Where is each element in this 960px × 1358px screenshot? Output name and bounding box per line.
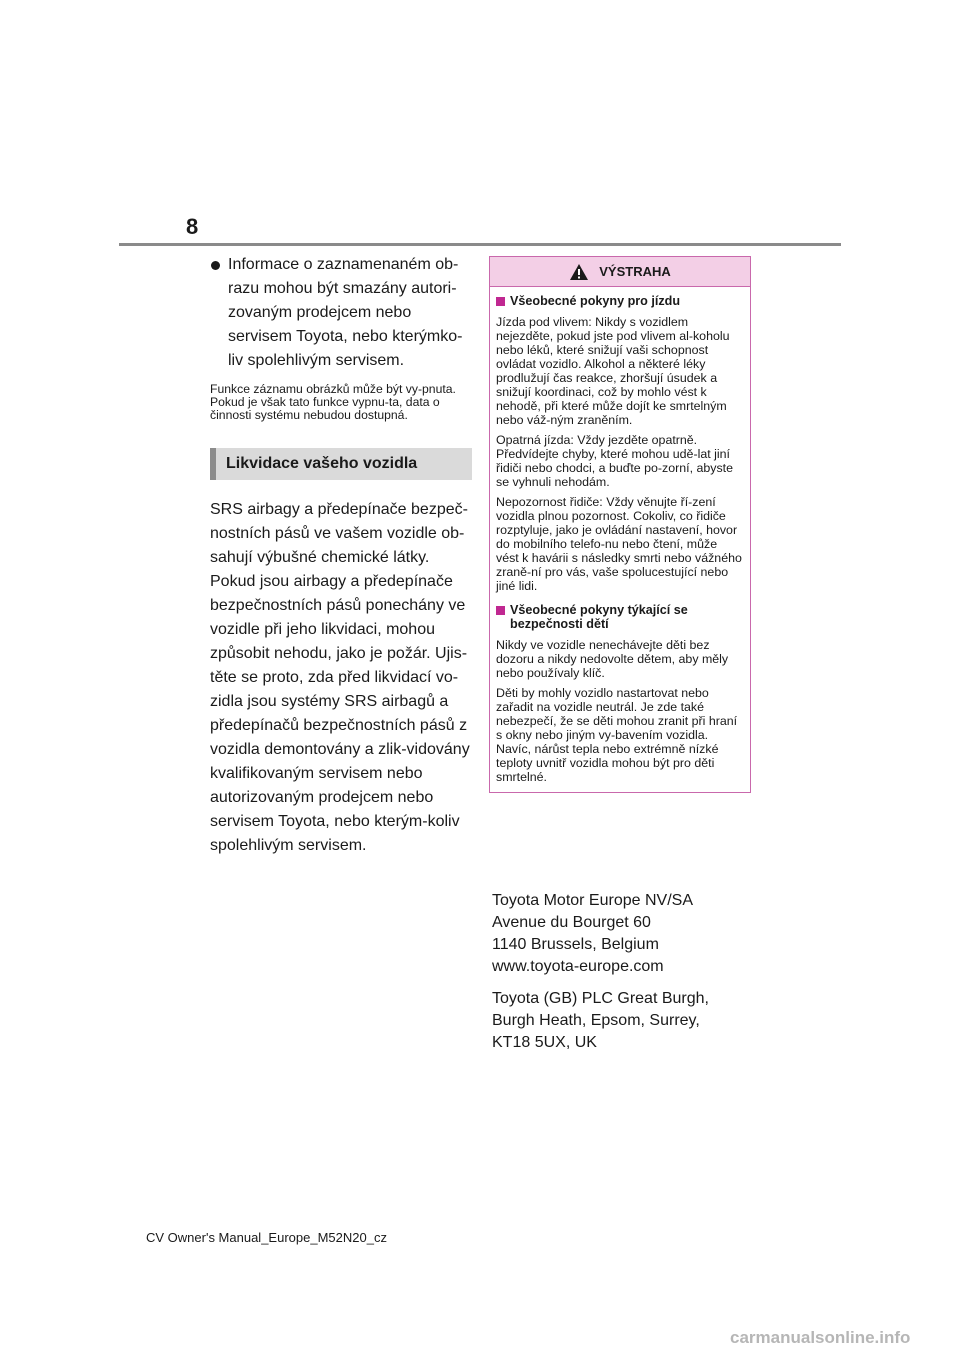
warning-header <box>490 257 750 287</box>
warning-paragraph: Jízda pod vlivem: Nikdy s vozidlem nejezděte, pokud jste pod vlivem al-koholu nebo léků, které snižují vaši schopnost ovládat vozidlo. Alkohol a některé léky prodlužují čas reakce, zhoršují úsudek a snižují koordinaci, což by mohlo vést k nehodě, při které může dojít ke smrtelným nebo váž-ným zraněním. <box>496 314 730 427</box>
address-block <box>492 988 752 1054</box>
page-number: 8 <box>186 214 199 239</box>
warning-paragraph: Opatrná jízda: Vždy jezděte opatrně. Předvídejte chyby, které mohou udě-lat jiní řidiči nebo chodci, a buďte po-zorní, abyste se vyhnuli nehodám. <box>496 432 733 489</box>
warning-paragraph: Nepozornost řidiče: Vždy věnujte ří-zení vozidla plnou pozornost. Cokoliv, co řidiče rozptyluje, jako je ovládání nastavení, hovor do mobilního telefo-nu nebo čtení, může vést k havárii s následky smrti nebo vážného zraně-ní pro vás, vaše spolucestující nebo jiné lidi. <box>496 494 742 593</box>
warning-triangle-icon <box>569 263 589 281</box>
address-line: Burgh Heath, Epsom, Surrey, <box>492 1012 700 1029</box>
address-block <box>492 890 752 978</box>
note-paragraph: Funkce záznamu obrázků může být vy-pnuta. Pokud je však tato funkce vypnu-ta, data o činnosti systému nebudou dostupná. <box>210 382 456 422</box>
warning-box <box>489 256 751 793</box>
warning-paragraph: Děti by mohly vozidlo nastartovat nebo zařadit na vozidle neutrál. Je zde také nebezpečí, že se děti mohou zranit při hraní s okny nebo jiným vy-bavením vozidla. Navíc, nárůst tepla nebo extrémně nízké teploty uvnitř vozidla mohou být pro děti smrtelné. <box>496 685 738 784</box>
warning-subheading: Všeobecné pokyny pro jízdu <box>496 294 743 309</box>
header-divider <box>119 243 841 246</box>
section-title: Likvidace vašeho vozidla <box>210 448 472 480</box>
address-line: Toyota (GB) PLC Great Burgh, <box>492 990 709 1007</box>
footer-text: CV Owner's Manual_Europe_M52N20_cz <box>146 1230 387 1245</box>
warning-subheading: Všeobecné pokyny týkající se bezpečnosti dětí <box>496 603 743 632</box>
address-line: Toyota Motor Europe NV/SA <box>492 892 693 909</box>
warning-body <box>490 287 750 792</box>
addresses <box>492 890 752 1064</box>
disposal-paragraph: SRS airbagy a předepínače bezpeč-nostních pásů ve vašem vozidle ob-sahují výbušné chemické látky. Pokud jsou airbagy a předepínače bezpečnostních pásů ponechány ve vozidle při jeho likvidaci, mohou způsobit nehodu, jako je požár. Ujis-těte se proto, zda před likvidací vo-zidla jsou systémy SRS airbagů a předepínačů bezpečnostních pásů z vozidla demontovány a zlik-vidovány kvalifikovaným servisem nebo autorizovaným prodejcem nebo servisem Toyota, nebo kterým-koliv spolehlivým servisem. <box>210 501 470 854</box>
address-line: Avenue du Bourget 60 <box>492 914 651 931</box>
watermark: carmanualsonline.info <box>730 1328 911 1347</box>
left-column <box>210 253 472 858</box>
address-line: 1140 Brussels, Belgium <box>492 936 659 953</box>
warning-title: VÝSTRAHA <box>599 264 671 279</box>
address-line: KT18 5UX, UK <box>492 1034 597 1051</box>
address-line: www.toyota-europe.com <box>492 958 664 975</box>
warning-paragraph: Nikdy ve vozidle nenechávejte děti bez dozoru a nikdy nedovolte dětem, aby měly nebo používaly klíč. <box>496 637 729 680</box>
bullet-paragraph: Informace o zaznamenaném ob-razu mohou být smazány autori-zovaným prodejcem nebo servisem Toyota, nebo kterýmko-liv spolehlivým servisem. <box>210 253 472 373</box>
